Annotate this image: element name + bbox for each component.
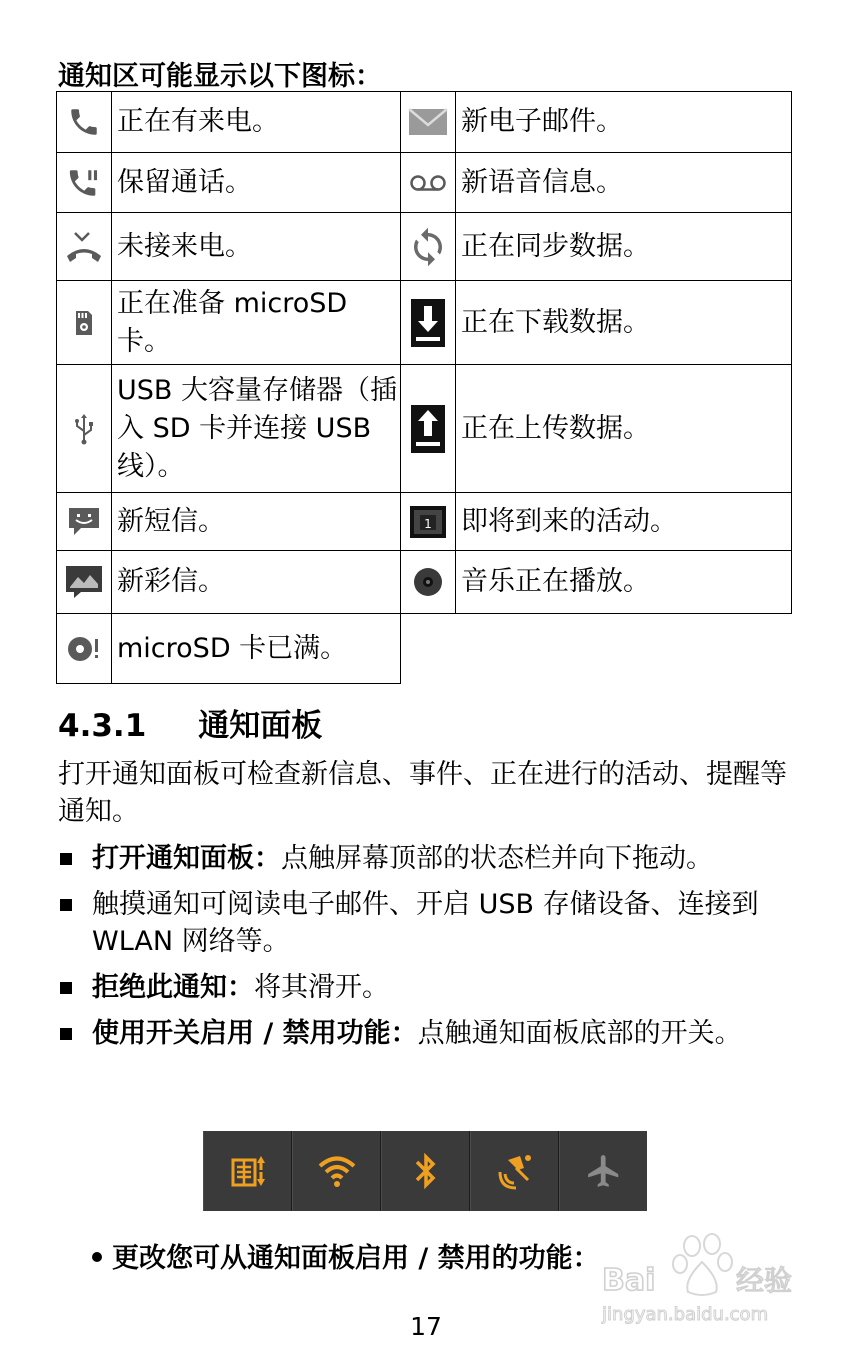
table-cell: USB 大容量存储器（插入 SD 卡并连接 USB 线）。	[112, 365, 401, 493]
table-row	[57, 365, 792, 493]
table-cell: 新彩信。	[112, 551, 401, 614]
table-cell: 即将到来的活动。	[456, 493, 792, 551]
mms-icon	[57, 551, 112, 614]
svg-text:jingyan.baidu.com: jingyan.baidu.com	[602, 1304, 769, 1325]
bluetooth-icon	[381, 1131, 470, 1211]
incoming-call-icon	[57, 92, 112, 153]
airplane-mode-icon	[559, 1131, 647, 1211]
list-item: 打开通知面板：点触屏幕顶部的状态栏并向下拖动。	[58, 840, 798, 877]
list-item: 使用开关启用 / 禁用功能：点触通知面板底部的开关。	[58, 1015, 798, 1052]
sub-bullet: 更改您可从通知面板启用 / 禁用的功能：	[92, 1236, 600, 1275]
svg-text:1: 1	[424, 516, 432, 531]
table-cell: 正在有来电。	[112, 92, 401, 153]
voicemail-icon	[401, 153, 456, 213]
body-paragraph: 打开通知面板可检查新信息、事件、正在进行的活动、提醒等通知。	[58, 759, 787, 827]
svg-text:经验: 经验	[736, 1264, 793, 1297]
music-playing-icon	[401, 551, 456, 614]
notification-panel-switches	[203, 1131, 647, 1211]
table-row	[57, 493, 792, 551]
call-hold-icon	[57, 153, 112, 213]
bullet-square-icon	[60, 853, 72, 865]
calendar-event-icon	[401, 493, 456, 551]
section-heading	[58, 700, 322, 745]
email-icon	[401, 92, 456, 153]
download-icon	[401, 281, 456, 365]
intro-heading: 通知区可能显示以下图标：	[58, 61, 382, 92]
table-cell: 音乐正在播放。	[456, 551, 792, 614]
table-cell: microSD 卡已满。	[112, 614, 401, 684]
icon-table	[56, 91, 792, 684]
gps-icon	[470, 1131, 559, 1211]
table-cell: 新语音信息。	[456, 153, 792, 213]
sync-icon	[401, 213, 456, 281]
table-cell: 正在上传数据。	[456, 365, 792, 493]
table-cell: 正在下载数据。	[456, 281, 792, 365]
table-cell: 正在同步数据。	[456, 213, 792, 281]
table-row	[57, 551, 792, 614]
missed-call-icon	[57, 213, 112, 281]
table-row	[57, 614, 792, 684]
section-title: 通知面板	[198, 708, 323, 744]
sd-full-icon	[57, 614, 112, 684]
table-row	[57, 153, 792, 213]
table-cell: 新短信。	[112, 493, 401, 551]
bullet-square-icon	[60, 1028, 72, 1040]
list-item: 拒绝此通知：将其滑开。	[58, 969, 798, 1006]
bullet-square-icon	[60, 899, 72, 911]
data-toggle-icon	[203, 1131, 292, 1211]
usb-icon	[57, 365, 112, 493]
wifi-icon	[292, 1131, 381, 1211]
sd-preparing-icon	[57, 281, 112, 365]
table-row	[57, 213, 792, 281]
list-item: 触摸通知可阅读电子邮件、开启 USB 存储设备、连接到 WLAN 网络等。	[58, 886, 798, 960]
table-row	[57, 281, 792, 365]
table-cell: 正在准备 microSD 卡。	[112, 281, 401, 365]
bullet-list	[58, 840, 798, 1061]
page-number: 17	[410, 1312, 442, 1341]
sms-icon	[57, 493, 112, 551]
bullet-dot-icon	[92, 1252, 102, 1262]
upload-icon	[401, 365, 456, 493]
table-row	[57, 92, 792, 153]
bullet-square-icon	[60, 982, 72, 994]
table-cell: 未接来电。	[112, 213, 401, 281]
table-cell: 保留通话。	[112, 153, 401, 213]
svg-text:Bai: Bai	[602, 1263, 656, 1298]
table-cell: 新电子邮件。	[456, 92, 792, 153]
section-number: 4.3.1	[58, 708, 147, 744]
